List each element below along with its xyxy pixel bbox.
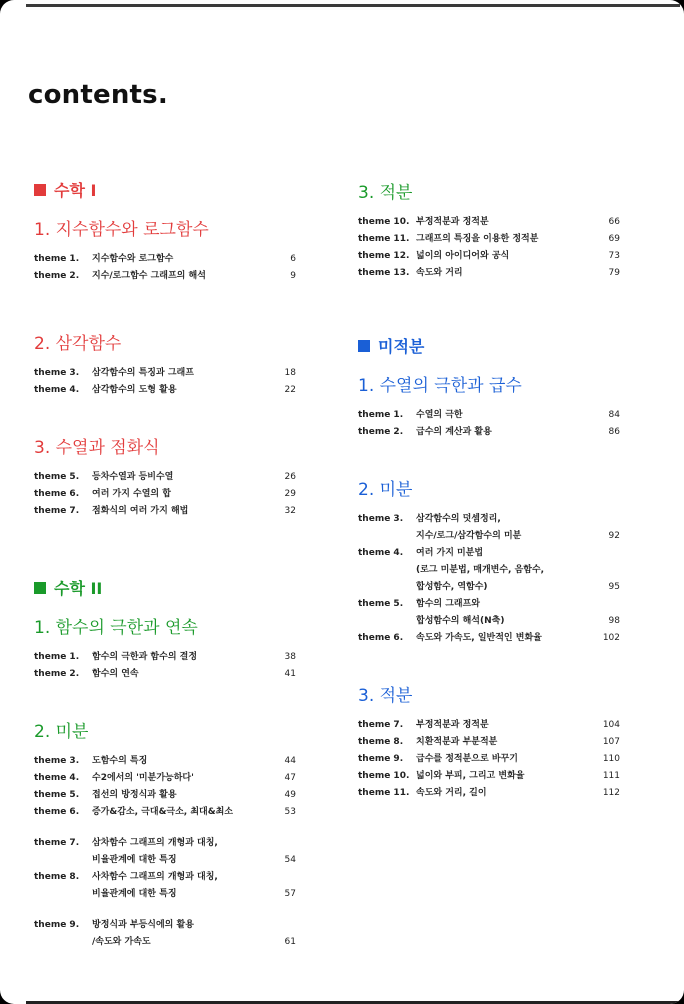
toc-entry[interactable]: theme 4. 삼각함수의 도형 활용 22 — [34, 382, 296, 399]
page-number: 112 — [602, 788, 620, 798]
toc-entry[interactable]: theme 13. 속도와 거리 79 — [358, 265, 620, 282]
page-number: 84 — [608, 410, 620, 420]
entry-list — [34, 649, 296, 683]
toc-entry[interactable]: theme 2. 지수/로그함수 그래프의 해석 9 — [34, 268, 296, 285]
entry-list — [34, 835, 296, 903]
chapter-title: 3. 적분 — [358, 686, 413, 706]
toc-entry[interactable]: theme 6. 여러 가지 수열의 합 29 — [34, 486, 296, 503]
page-number: 98 — [608, 616, 620, 626]
toc-entry[interactable]: theme 4. 수2에서의 '미분가능하다' 47 — [34, 770, 296, 787]
entry-list — [358, 407, 620, 441]
entry-list — [34, 251, 296, 285]
page-number: 110 — [602, 754, 620, 764]
entry-list — [34, 917, 296, 951]
page-number: 6 — [290, 254, 296, 264]
toc-entry[interactable]: theme 7. 부정적분과 정적분 104 — [358, 717, 620, 734]
page-number: 95 — [608, 582, 620, 592]
section-label: 미적분 — [378, 337, 425, 356]
toc-entry[interactable]: theme 8. 사차함수 그래프의 개형과 대칭, 비율관계에 대한 특징 57 — [34, 869, 296, 903]
page-number: 26 — [284, 472, 296, 482]
page-number: 18 — [284, 368, 296, 378]
toc-entry[interactable]: theme 1. 수열의 극한 84 — [358, 407, 620, 424]
page-number: 69 — [608, 234, 620, 244]
toc-entry[interactable]: theme 5. 등차수열과 등비수열 26 — [34, 469, 296, 486]
entry-list — [358, 214, 620, 282]
entry-list — [358, 717, 620, 802]
page-number: 53 — [284, 807, 296, 817]
left-column — [34, 178, 296, 951]
page-number: 22 — [284, 385, 296, 395]
toc-entry[interactable]: theme 3. 삼각함수의 특징과 그래프 18 — [34, 365, 296, 382]
page-number: 29 — [284, 489, 296, 499]
toc-entry[interactable]: theme 10. 넓이와 부피, 그리고 변화율 111 — [358, 768, 620, 785]
entry-list — [34, 469, 296, 520]
toc-entry[interactable]: theme 5. 접선의 방정식과 활용 49 — [34, 787, 296, 804]
chapter-title: 2. 미분 — [358, 480, 413, 500]
page-number: 102 — [602, 633, 620, 643]
page-number: 54 — [284, 855, 296, 865]
page-number: 47 — [284, 773, 296, 783]
page-number: 111 — [602, 771, 620, 781]
page-number: 66 — [608, 217, 620, 227]
toc-entry[interactable]: theme 7. 삼차함수 그래프의 개형과 대칭, 비율관계에 대한 특징 54 — [34, 835, 296, 869]
toc-entry[interactable]: theme 8. 치환적분과 부분적분 107 — [358, 734, 620, 751]
page-number: 32 — [284, 506, 296, 516]
page-number: 9 — [290, 271, 296, 281]
toc-entry[interactable]: theme 2. 급수의 계산과 활용 86 — [358, 424, 620, 441]
chapter-title: 1. 수열의 극한과 급수 — [358, 376, 522, 396]
toc-entry[interactable]: theme 1. 함수의 극한과 함수의 결정 38 — [34, 649, 296, 666]
chapter-title: 3. 적분 — [358, 183, 413, 203]
toc-entry[interactable]: theme 12. 넓이의 아이디어와 공식 73 — [358, 248, 620, 265]
red-square-icon — [34, 184, 46, 196]
page-number: 49 — [284, 790, 296, 800]
chapter-title: 2. 삼각함수 — [34, 334, 122, 354]
chapter-title: 1. 지수함수와 로그함수 — [34, 220, 209, 240]
toc-entry[interactable]: theme 6. 속도와 가속도, 일반적인 변화율 102 — [358, 630, 620, 647]
entry-list — [34, 365, 296, 399]
page-number: 38 — [284, 652, 296, 662]
page-number: 104 — [602, 720, 620, 730]
toc-entry[interactable]: theme 5. 함수의 그래프와 합성함수의 해석(N축) 98 — [358, 596, 620, 630]
toc-entry[interactable]: theme 1. 지수함수와 로그함수 6 — [34, 251, 296, 268]
toc-entry[interactable]: theme 6. 증가&감소, 극대&극소, 최대&최소 53 — [34, 804, 296, 821]
page-number: 92 — [608, 531, 620, 541]
toc-entry[interactable]: theme 11. 속도와 거리, 길이 112 — [358, 785, 620, 802]
toc-entry[interactable]: theme 3. 삼각함수의 덧셈정리, 지수/로그/삼각함수의 미분 92 — [358, 511, 620, 545]
section-heading-calculus — [358, 334, 620, 357]
section-label: 수학 I — [54, 181, 97, 200]
page-number: 41 — [284, 669, 296, 679]
toc-entry[interactable]: theme 3. 도함수의 특징 44 — [34, 753, 296, 770]
toc-entry[interactable]: theme 2. 함수의 연속 41 — [34, 666, 296, 683]
page-number: 107 — [602, 737, 620, 747]
entry-list — [358, 511, 620, 647]
page-number: 57 — [284, 889, 296, 899]
toc-entry[interactable]: theme 7. 점화식의 여러 가지 해법 32 — [34, 503, 296, 520]
chapter-title: 2. 미분 — [34, 722, 89, 742]
entry-list — [34, 753, 296, 821]
page-number: 79 — [608, 268, 620, 278]
chapter-title: 3. 수열과 점화식 — [34, 438, 160, 458]
chapter-title: 1. 함수의 극한과 연속 — [34, 618, 198, 638]
blue-square-icon — [358, 340, 370, 352]
green-square-icon — [34, 582, 46, 594]
page-number: 86 — [608, 427, 620, 437]
toc-entry[interactable]: theme 9. 방정식과 부등식에의 활용 /속도와 가속도 61 — [34, 917, 296, 951]
section-heading-math1 — [34, 178, 296, 201]
section-label: 수학 II — [54, 579, 103, 598]
right-column — [358, 178, 620, 802]
page-number: 73 — [608, 251, 620, 261]
page-number: 61 — [284, 937, 296, 947]
toc-entry[interactable]: theme 9. 급수를 정적분으로 바꾸기 110 — [358, 751, 620, 768]
page-title: contents. — [28, 80, 168, 110]
toc-entry[interactable]: theme 4. 여러 가지 미분법 (로그 미분법, 매개변수, 음함수, 합성함수, 역함수) 95 — [358, 545, 620, 596]
toc-entry[interactable]: theme 10. 부정적분과 정적분 66 — [358, 214, 620, 231]
toc-entry[interactable]: theme 11. 그래프의 특징을 이용한 정적분 69 — [358, 231, 620, 248]
top-rule — [26, 4, 680, 7]
page-number: 44 — [284, 756, 296, 766]
section-heading-math2 — [34, 576, 296, 599]
